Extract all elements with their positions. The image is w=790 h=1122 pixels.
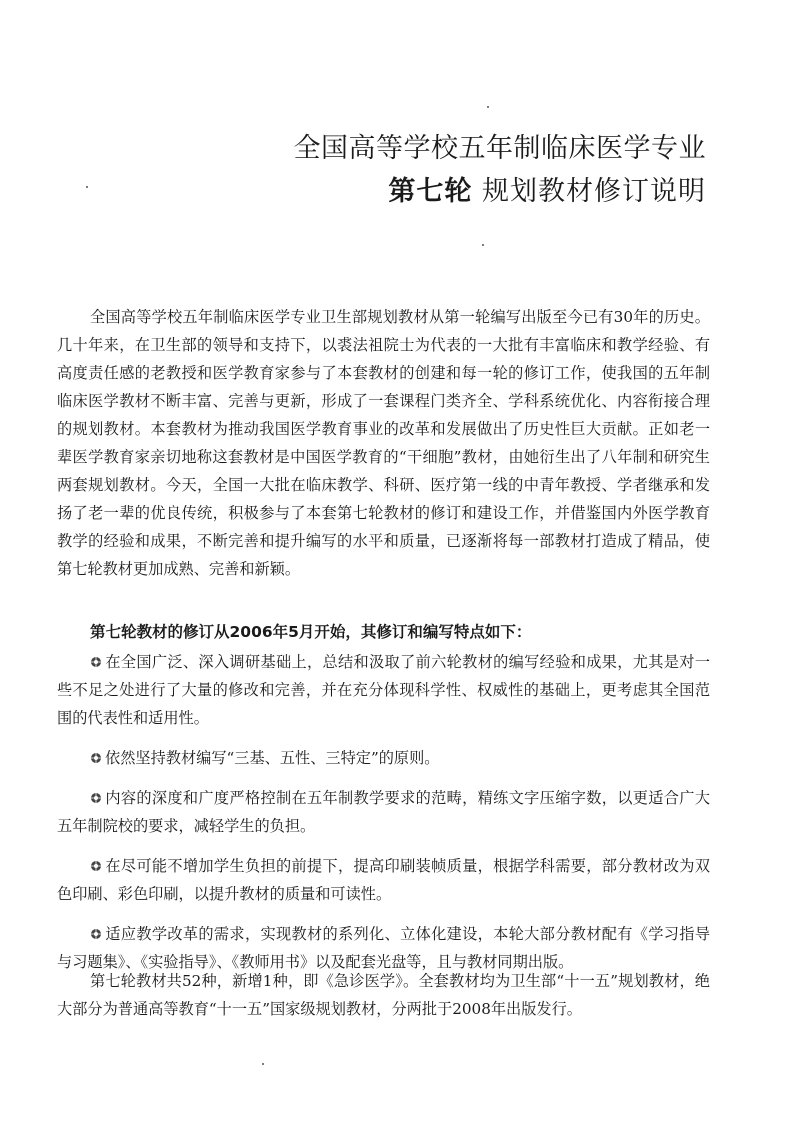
flower-bullet-icon [90,752,102,764]
flower-bullet-icon [90,656,102,668]
feature-item [57,852,710,908]
feature-text: 在全国广泛、深入调研基础上，总结和汲取了前六轮教材的编写经验和成果，尤其是对一些不足之处进行了大量的修改和完善，并在充分体现科学性、权威性的基础上，更考虑其全国范围的代表性和适用性。 [57,653,710,727]
feature-text: 适应教学改革的需求，实现教材的系列化、立体化建设，本轮大部分教材配有《学习指导与习题集》、《实验指导》、《教师用书》以及配套光盘等，且与教材同期出版。 [57,925,710,971]
scan-speck [482,244,484,246]
intro-paragraph: 全国高等学校五年制临床医学专业卫生部规划教材从第一轮编写出版至今已有30年的历史。几十年来，在卫生部的领导和支持下，以裘法祖院士为代表的一大批有丰富临床和教学经验、有高度责任感的老教授和医学教育家参与了本套教材的创建和每一轮的修订工作，使我国的五年制临床医学教材不断丰富、完善与更新，形成了一套课程门类齐全、学科系统优化、内容衔接合理的规划教材。本套教材为推动我国医学教育事业的改革和发展做出了历史性巨大贡献。正如老一辈医学教育家亲切地称这套教材是中国医学教育的“干细胞”教材，由她衍生出了八年制和研究生两套规划教材。今天，全国一大批在临床教学、科研、医疗第一线的中青年教授、学者继承和发扬了老一辈的优良传统，积极参与了本套第七轮教材的修订和建设工作，并借鉴国内外医学教育教学的经验和成果，不断完善和提升编写的水平和质量，已逐渐将每一部教材打造成了精品，使第七轮教材更加成熟、完善和新颖。 [57,308,710,578]
flower-bullet-icon [90,860,102,872]
feature-item [57,744,710,772]
feature-text: 依然坚持教材编写“三基、五性、三特定”的原则。 [105,749,440,767]
features-heading: 第七轮教材的修订从2006年5月开始，其修订和编写特点如下： [90,623,532,641]
feature-text: 在尽可能不增加学生负担的前提下，提高印刷装帧质量，根据学科需要，部分教材改为双色印刷、彩色印刷，以提升教材的质量和可读性。 [57,857,710,903]
flower-bullet-icon [90,792,102,804]
title-round-label: 第七轮 [388,176,473,207]
feature-text: 内容的深度和广度严格控制在五年制教学要求的范畴，精练文字压缩字数，以更适合广大五年制院校的要求，减轻学生的负担。 [57,789,710,835]
title-line-1: 全国高等学校五年制临床医学专业 [293,133,706,164]
scan-speck [487,106,489,108]
scan-speck [86,186,88,188]
feature-item [57,648,710,732]
features-list [57,648,710,988]
title-line-2 [388,169,706,208]
flower-bullet-icon [90,928,102,940]
closing-paragraph: 第七轮教材共52种，新增1种，即《急诊医学》。全套教材均为卫生部“十一五”规划教材，绝大部分为普通高等教育“十一五”国家级规划教材，分两批于2008年出版发行。 [57,972,710,1018]
scan-speck [262,1063,264,1065]
title-subtitle: 规划教材修订说明 [472,176,706,207]
feature-item [57,784,710,840]
